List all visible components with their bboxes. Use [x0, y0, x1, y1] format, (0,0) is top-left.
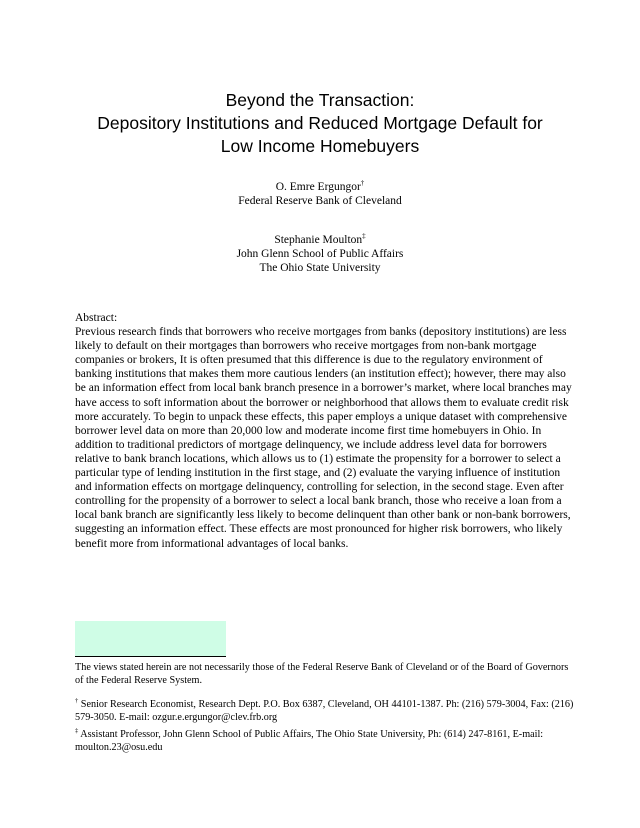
footnote-text: Assistant Professor, John Glenn School of Public Affairs, The Ohio State University, Ph: (614) 247-8161, E-mail: moulton.23@osu.edu [75, 729, 544, 753]
author-name-line [120, 180, 520, 194]
footnote-author-1 [75, 699, 575, 724]
author-name-line [120, 233, 520, 247]
paper-title [40, 89, 600, 158]
author-name: O. Emre Ergungor [275, 181, 361, 193]
author-affiliation: John Glenn School of Public Affairs [236, 248, 404, 260]
abstract-section [75, 311, 575, 551]
footnote-divider [75, 656, 226, 657]
author-affiliation: The Ohio State University [259, 262, 381, 274]
footnote-marker: ‡ [75, 727, 79, 735]
footnote-text: Senior Research Economist, Research Dept. P.O. Box 6387, Cleveland, OH 44101-1387. Ph: (216) 579-3004, Fax: (216) 579-3050. E-mail: ozgur.e.ergungor@clev.frb.org [75, 699, 574, 723]
footnote-disclaimer: The views stated herein are not necessarily those of the Federal Reserve Bank of Cleveland or of the Board of Governors of the Federal Reserve System. [75, 662, 569, 686]
footnote-marker: † [75, 697, 79, 705]
abstract-text: Previous research finds that borrowers who receive mortgages from banks (depository institutions) are less likely to default on their mortgages than borrowers who receive mortgages from non-bank mortgage companies or brokers, It is often presumed that this difference is due to the regulatory environment of banking institutions that makes them more cautious lenders (an institution effect); however, there may also be an information effect from local bank branch presence in a borrower’s market, where local branches may have access to soft information about the borrower or neighborhood that allows them to evaluate credit risk more accurately. To begin to unpack these effects, this paper employs a unique dataset with comprehensive borrower level data on more than 20,000 low and moderate income first time homebuyers in Ohio. In addition to traditional predictors of mortgage delinquency, we include address level data for borrowers relative to bank branch locations, which allows us to (1) estimate the propensity for a borrower to select a particular type of lending institution in the first stage, and (2) evaluate the varying influence of institution and information effects on mortgage delinquency, controlling for selection, in the second stage. Even after controlling for the propensity of a borrower to select a local bank branch, those who receive a loan from a local bank branch are significantly less likely to become delinquent than other bank or non-bank borrowers, suggesting an information effect. These effects are most pronounced for higher risk borrowers, who likely benefit more from informational advantages of local banks. [75, 326, 572, 550]
author-block-1 [120, 180, 520, 208]
author-footnote-marker: † [360, 179, 365, 188]
author-block-2 [120, 233, 520, 275]
title-line-3: Low Income Homebuyers [220, 135, 420, 156]
highlight-box [75, 621, 226, 656]
author-footnote-marker: ‡ [362, 232, 366, 241]
abstract-label: Abstract: [75, 312, 118, 324]
author-name: Stephanie Moulton [274, 234, 363, 246]
title-line-1: Beyond the Transaction: [225, 89, 415, 110]
author-affiliation: Federal Reserve Bank of Cleveland [238, 195, 402, 207]
title-line-2: Depository Institutions and Reduced Mortgage Default for [97, 112, 543, 133]
footnote-author-2 [75, 729, 575, 754]
